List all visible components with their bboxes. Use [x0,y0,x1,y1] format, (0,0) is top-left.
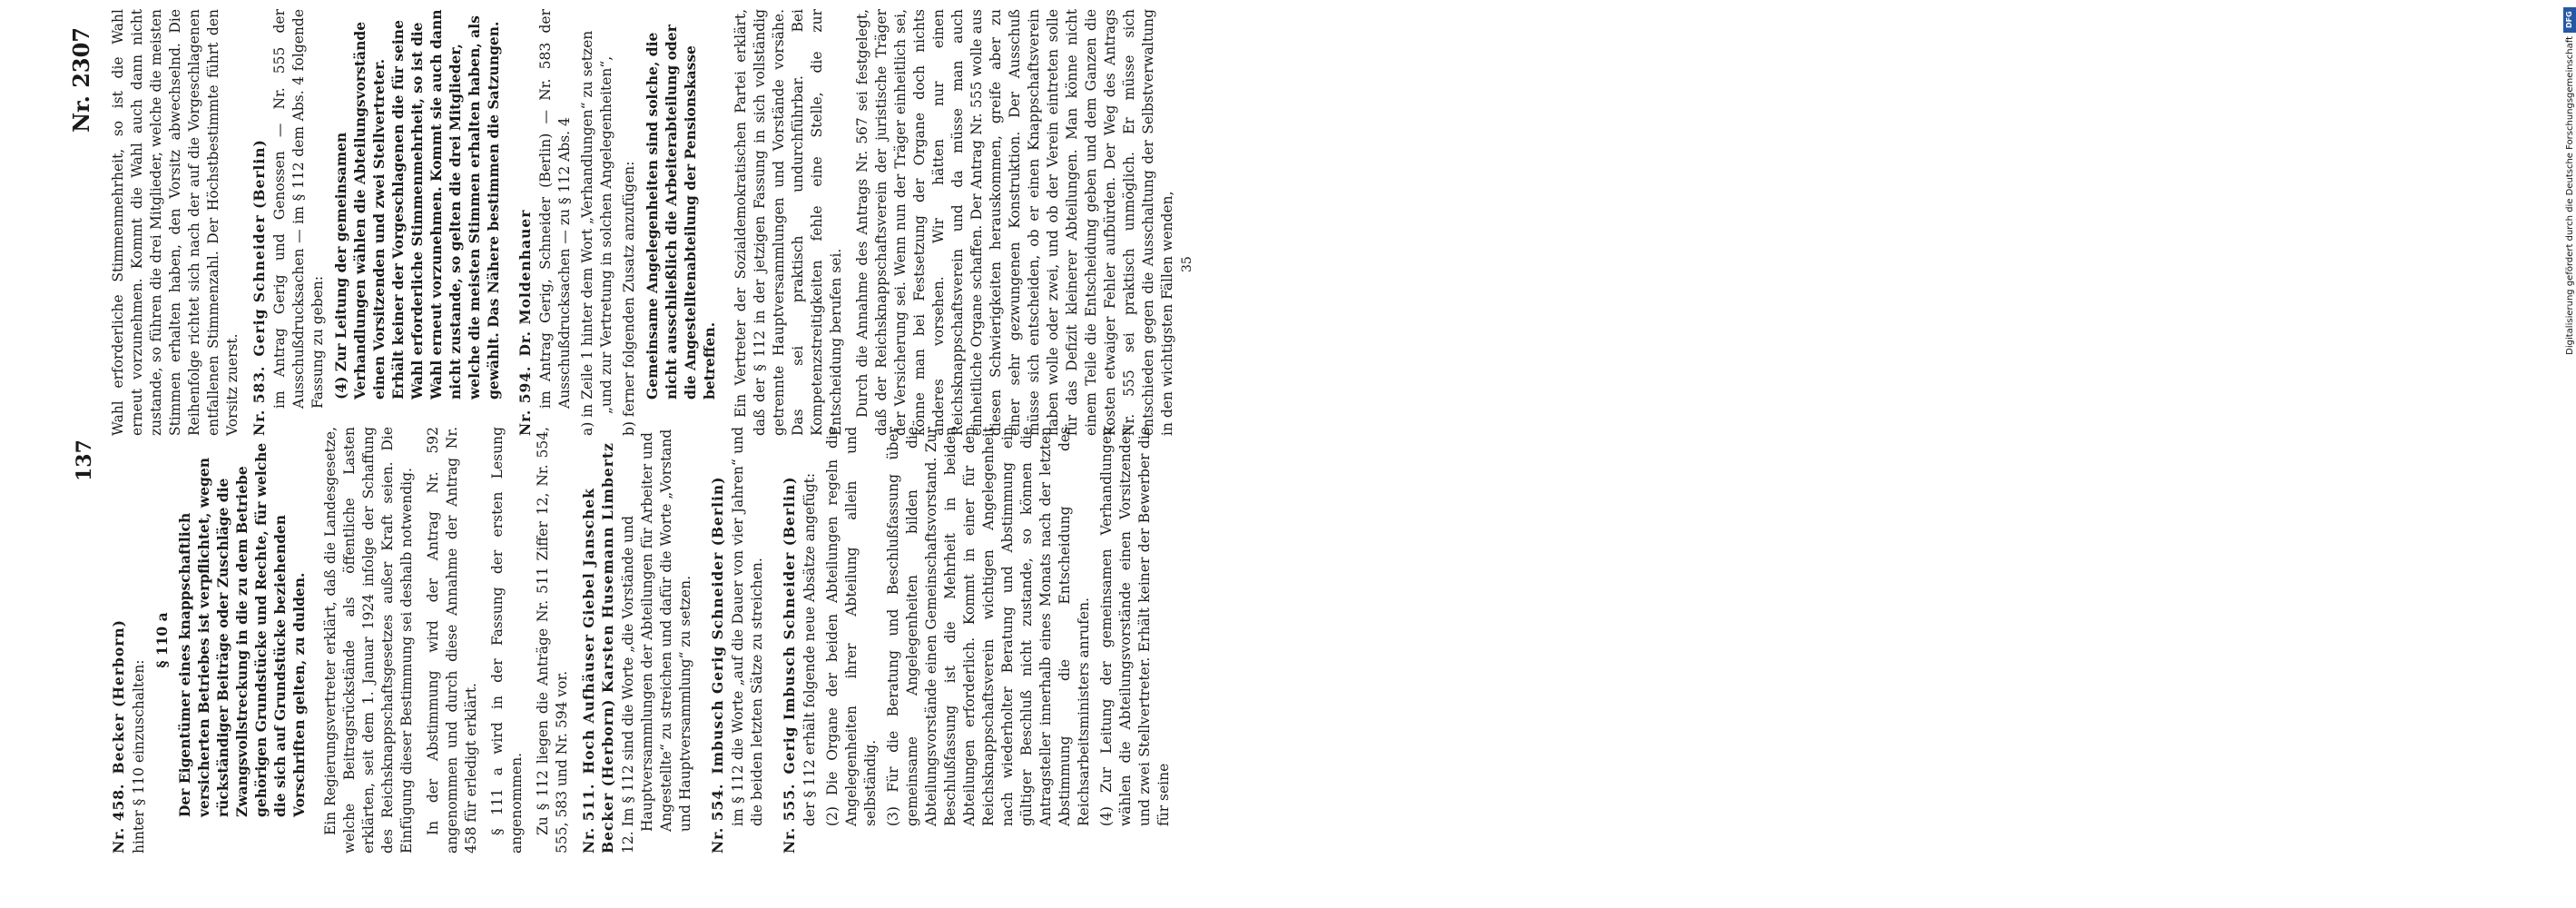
document-number: Nr. 2307 [68,27,94,133]
motion-458 [109,427,309,854]
motion-authors: Dr. Moldenhauer [516,209,534,357]
motion-authors: Hoch Aufhäuser Giebel Janschek Becker (Herborn) Karsten Husemann Limbertz [580,442,616,854]
page-footer: 35 [1180,256,1195,272]
paragraph: Ein Regierungsvertreter erklärt, daß die Landesgesetze, welche Beitragsrückstände als öffentliche Lasten erklärten, seit dem 1. Januar 1924 infolge der Schaffung des Reichsknappschaftsgesetzes außer Kraft seien. Die Einfügung dieser Bestimmung sei deshalb notwendig. [322,427,415,854]
section-heading: § 110 a [153,612,171,668]
motion-594 [516,9,719,436]
motion-paragraph: (4) Zur Leitung der gemeinsamen Verhandlungen wählen die Abteilungsvorstände einen Vorsitzenden und zwei Stellvertreter. Erhält keiner der Bewerber die für seine [1098,427,1172,826]
motion-intro: im Antrag Gerig, Schneider (Berlin) — Nr. 583 der Ausschußdrucksachen — zu § 112 Abs. 4 [537,9,573,409]
motion-555 [780,427,1174,854]
motion-583 [250,9,503,436]
motion-authors: Imbusch Gerig Schneider (Berlin) [709,476,726,775]
motion-text: Gemeinsame Angelegenheiten sind solche, die nicht ausschließlich die Arbeiterabteilung oder die Angestelltenabteilung der Pensionskasse betreffen. [644,25,718,400]
dfg-logo: DFG [2563,7,2576,33]
digitization-credit: Digitalisierung gefördert durch die Deutsche Forschungsgemeinschaft [2565,36,2575,355]
motion-item: a) in Zeile 1 hinter dem Wort „Verhandlungen“ zu setzen „und zur Vertretung in solchen Angelegenheiten“, [579,30,615,436]
motion-intro: der § 112 erhält folgende neue Absätze angefügt: [801,472,818,826]
motion-paragraph: (2) Die Organe der beiden Abteilungen regeln die Angelegenheiten ihrer Abteilung allein und selbständig. [824,427,879,826]
motion-text: Der Eigentümer eines knappschaftlich versicherten Betriebes ist verpflichtet, wegen rückständiger Beiträge oder Zuschläge die Zwangsvollstreckung in die zu dem Betriebe gehörigen Grundstücke und Rechte, für welche die sich auf Grundstücke beziehenden Vorschriften gelten, zu dulden. [176,442,308,817]
paragraph: § 111 a wird in der Fassung der ersten Lesung angenommen. [489,427,525,854]
motion-text: (4) Zur Leitung der gemeinsamen Verhandlungen wählen die Abteilungsvorstände einen Vorsitzenden und zwei Stellvertreter. Erhält keiner der Vorgeschlagenen die für seine Wahl erforderliche Stimmenmehrheit, so ist die Wahl erneut vorzunehmen. Kommt sie auch dann nicht zustande, so gelten die drei Mitglieder, welche die meisten Stimmen erhalten haben, als gewählt. Das Nähere bestimmen die Satzungen. [332,9,502,400]
motion-511 [579,427,695,854]
document-page [0,0,1253,908]
paragraph: Ein Vertreter der Sozialdemokratischen Partei erklärt, daß der § 112 in der jetzigen Fassung in sich vollständig getrennte Hauptversammlungen und Vorstände vorsähe. Das sei praktisch undurchführbar. Bei Kompetenzstreitigkeiten fehle eine Stelle, die zur Entscheidung berufen sei. [732,9,844,436]
motion-paragraph: (3) Für die Beratung und Beschlußfassung über gemeinsame Angelegenheiten bilden die Abteilungsvorstände einen Gemeinschaftsvorstand. Zur Beschlußfassung ist die Mehrheit in beiden Abteilungen erforderlich. Kommt in einer für den Reichsknappschaftsverein wichtigen Angelegenheit nach wiederholter Beratung und Abstimmung ein gültiger Beschluß nicht zustande, so können die Antragsteller innerhalb eines Monats nach der letzten Abstimmung die Entscheidung des Reichsarbeitsministers anrufen. [885,427,1092,826]
page-number: 137 [73,439,96,481]
motion-authors: Gerig Imbusch Schneider (Berlin) [781,476,798,775]
motion-number: Nr. 554. [709,783,726,854]
motion-number: Nr. 583. [251,365,268,436]
right-column [109,9,1185,436]
paragraph: Wahl erforderliche Stimmenmehrheit, so ist die Wahl erneut vorzunehmen. Kommt die Wahl auch dann nicht zustande, so führen die drei Mitglieder, welche die meisten Stimmen erhalten haben, den Vorsitz abwechselnd. Die Reihenfolge richtet sich nach der auf die Vorgeschlagenen entfallenen Stimmenzahl. Der Höchstbestimmte führt den Vorsitz zuerst. [110,9,241,436]
motion-item: 12. Im § 112 sind die Worte „die Vorstände und Hauptversammlungen der Abteilungen für Arbeiter und Angestellte“ zu streichen und dafür die Worte „Vorstand und Hauptversammlung“ zu setzen. [620,429,693,854]
motion-text: im § 112 die Worte „auf die Dauer von vier Jahren“ und die beiden letzten Sätze zu streichen. [730,427,765,826]
motion-item: b) ferner folgenden Zusatz anzufügen: [621,161,637,436]
motion-authors: Becker (Herborn) [110,619,127,775]
motion-number: Nr. 555. [781,783,798,854]
digitization-strip [1278,0,2575,908]
motion-number: Nr. 458. [110,783,127,854]
motion-number: Nr. 511. [580,783,597,854]
motion-554 [708,427,767,854]
paragraph: Zu § 112 liegen die Anträge Nr. 511 Ziffer 12, Nr. 554, 555, 583 und Nr. 594 vor. [535,427,570,854]
motion-authors: Gerig Schneider (Berlin) [251,139,268,357]
left-column [109,427,1186,854]
paragraph: Durch die Annahme des Antrags Nr. 567 sei festgelegt, daß der Reichsknappschaftsverein der juristische Träger der Versicherung sei. Wenn nun der Träger einheitlich sei, könne man bei Festsetzung der Organe doch nichts anderes vorsehen. Wir hätten nur einen Reichsknappschaftsverein und da müsse man auch einheitliche Organe schaffen. Der Antrag Nr. 555 wolle aus diesen Schwierigkeiten herauskommen, greife aber zu einer sehr gezwungenen Konstruktion. Der Ausschuß müsse sich entscheiden, ob er einen Knappschaftsverein haben wolle oder zwei, und ob der Verein eintreten solle für das Defizit kleinerer Abteilungen. Man könne nicht einem Teile die Entscheidung geben und dem Ganzen die Kosten etwaiger Fehler aufbürden. Der Weg des Antrags Nr. 555 sei praktisch unmöglich. Er müsse sich entschieden gegen die Ausschaltung der Selbstverwaltung in den wichtigsten Fällen wenden, [854,9,1175,436]
motion-intro: im Antrag Gerig und Genossen — Nr. 555 der Ausschußdrucksachen — im § 112 dem Abs. 4 folgende Fassung zu geben: [271,9,326,409]
paragraph: In der Abstimmung wird der Antrag Nr. 592 angenommen und durch diese Annahme der Antrag Nr. 458 für erledigt erklärt. [425,427,479,854]
motion-number: Nr. 594. [516,365,534,436]
motion-intro: hinter § 110 einzuschalten: [131,659,147,854]
